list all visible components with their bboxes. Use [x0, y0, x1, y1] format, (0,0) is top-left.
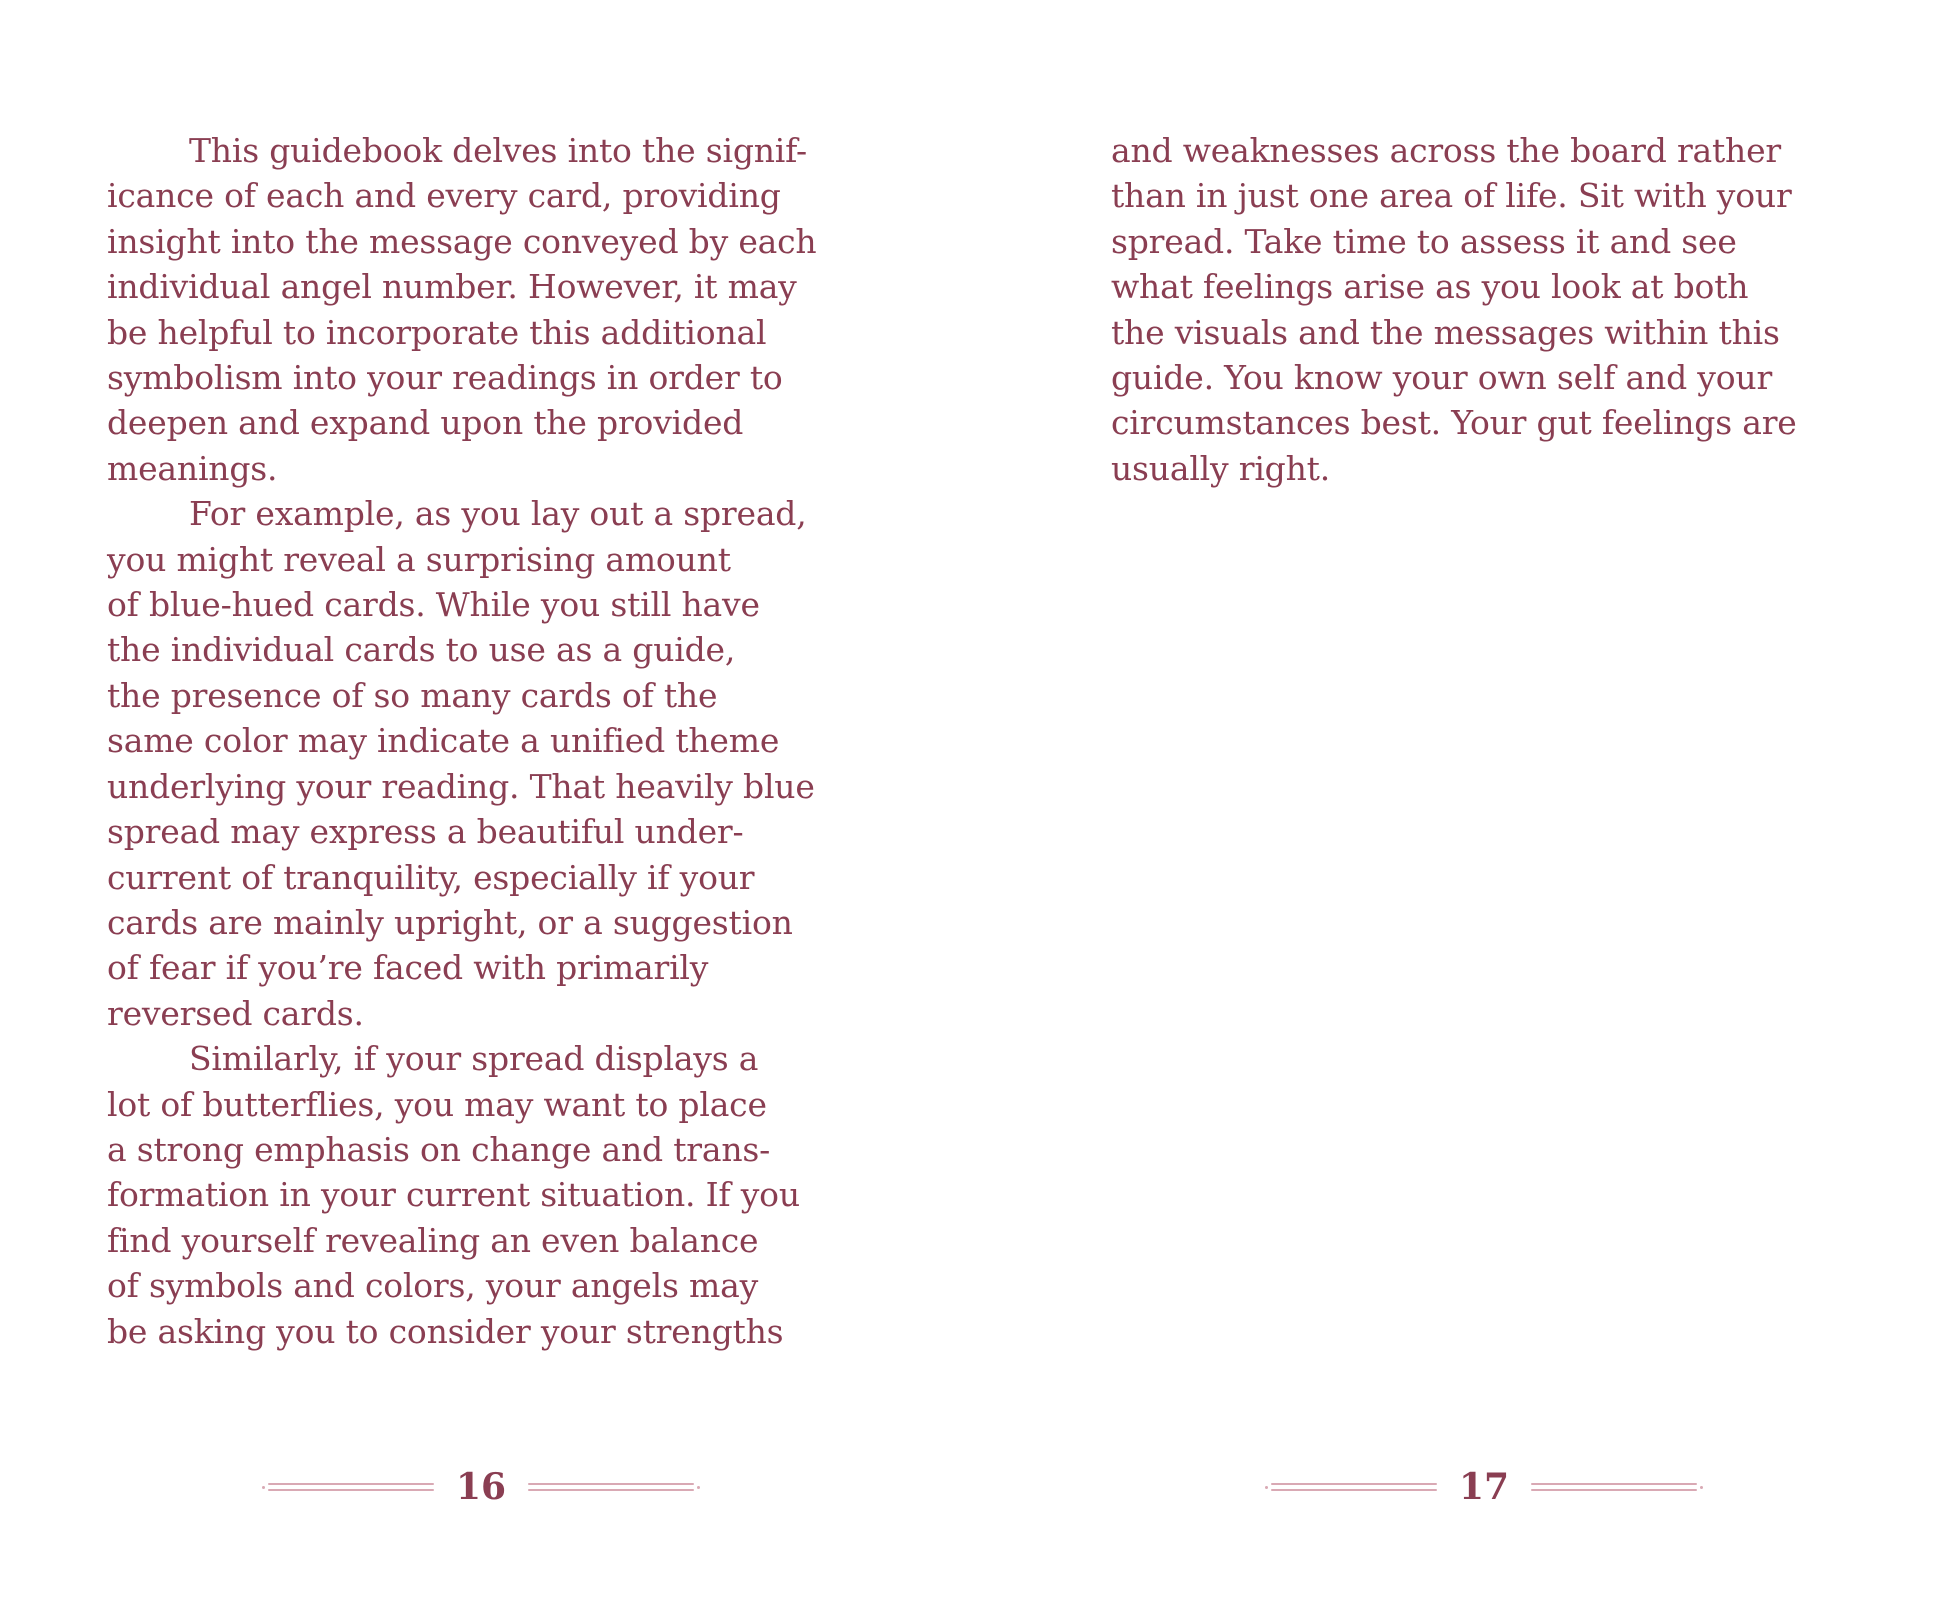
text-line: underlying your reading. That heavily blue — [107, 766, 815, 806]
text-line: find yourself revealing an even balance — [107, 1220, 759, 1260]
text-line: same color may indicate a unified theme — [107, 721, 780, 761]
text-line: and weaknesses across the board rather — [1111, 131, 1782, 170]
decorative-rule-right — [1531, 1481, 1703, 1493]
text-line: what feelings arise as you look at both — [1111, 267, 1749, 307]
text-line: cards are mainly upright, or a suggestion — [107, 902, 793, 942]
right-page-body — [1111, 128, 1871, 491]
text-line: usually right. — [1111, 448, 1331, 488]
text-line: you might reveal a surprising amount — [107, 539, 731, 579]
decorative-rule-right — [528, 1481, 700, 1493]
text-line: spread. Take time to assess it and see — [1111, 221, 1737, 261]
text-line: For example, as you lay out a spread, — [189, 494, 807, 534]
text-line: the presence of so many cards of the — [107, 675, 718, 715]
decorative-rule-left — [262, 1481, 434, 1493]
text-line: the visuals and the messages within this — [1111, 312, 1780, 352]
text-line: icance of each and every card, providing — [107, 176, 781, 216]
right-page-folio — [1265, 1462, 1703, 1512]
text-line: be asking you to consider your strengths — [107, 1311, 784, 1351]
text-line: deepen and expand upon the provided — [107, 403, 744, 443]
right-page — [973, 0, 1946, 1622]
text-line: meanings. — [107, 448, 278, 488]
text-line: reversed cards. — [107, 993, 364, 1033]
decorative-rule-left — [1265, 1481, 1437, 1493]
text-line: circumstances best. Your gut feelings are — [1111, 403, 1797, 443]
text-line: the individual cards to use as a guide, — [107, 630, 736, 670]
text-line: insight into the message conveyed by each — [107, 221, 817, 261]
text-line: symbolism into your readings in order to — [107, 358, 783, 398]
text-line: spread may express a beautiful under- — [107, 812, 744, 852]
text-line: of blue-hued cards. While you still have — [107, 585, 760, 625]
text-line: of symbols and colors, your angels may — [107, 1266, 759, 1306]
text-line: be helpful to incorporate this additional — [107, 312, 767, 352]
text-line: This guidebook delves into the signif- — [189, 131, 807, 170]
text-line: than in just one area of life. Sit with your — [1111, 176, 1792, 216]
text-line: formation in your current situation. If you — [107, 1175, 800, 1215]
left-page-body — [107, 128, 867, 1354]
text-line: of fear if you’re faced with primarily — [107, 948, 709, 988]
text-line: Similarly, if your spread displays a — [189, 1039, 759, 1079]
text-line: current of tranquility, especially if your — [107, 857, 755, 897]
left-page-folio — [262, 1462, 700, 1512]
page-number: 17 — [1459, 1466, 1510, 1508]
text-line: lot of butterflies, you may want to place — [107, 1084, 767, 1124]
page-number: 16 — [456, 1466, 507, 1508]
text-line: guide. You know your own self and your — [1111, 358, 1773, 398]
text-line: a strong emphasis on change and trans- — [107, 1129, 771, 1169]
text-line: individual angel number. However, it may — [107, 267, 797, 307]
